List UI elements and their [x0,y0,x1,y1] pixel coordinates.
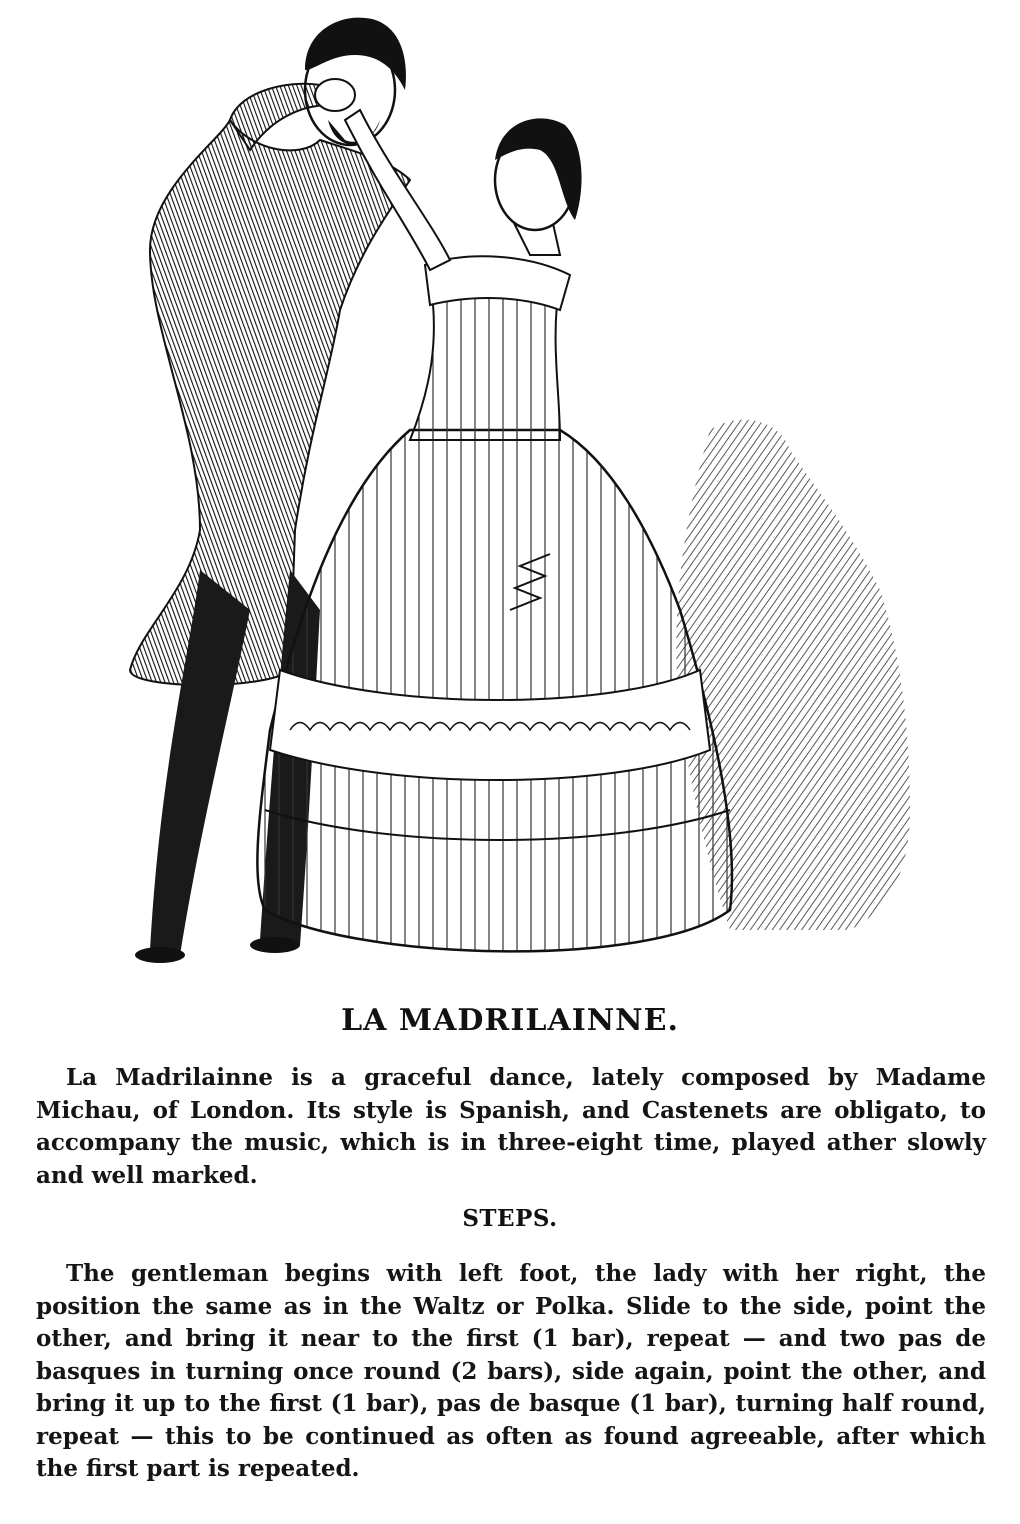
steps-heading: STEPS. [462,1205,558,1232]
steps-paragraph: The gentleman begins with left foot, the lady with her right, the position the same as in the Waltz or Polka. Slide to the side, point the other, and bring it near to the first (1 bar), repeat — and two pas de basques in turning once round (2 bars), side again, point the other, and bring it up to the first (1 bar), pas de basque (1 bar), turning half round, repeat — this to be continued as often as found agreeable, after which the first part is repeated. [36,1260,986,1482]
page-title: LA MADRILAINNE. [341,1003,679,1038]
intro-paragraph: La Madrilainne is a graceful dance, lately composed by Madame Michau, of London. Its style is Spanish, and Castenets are obligato, to accompany the music, which is in three-eight time, played ather slowly and well marked. [36,1064,986,1189]
gentleman-and-lady-dancing-icon [90,10,950,980]
dancing-couple-illustration [90,10,950,980]
